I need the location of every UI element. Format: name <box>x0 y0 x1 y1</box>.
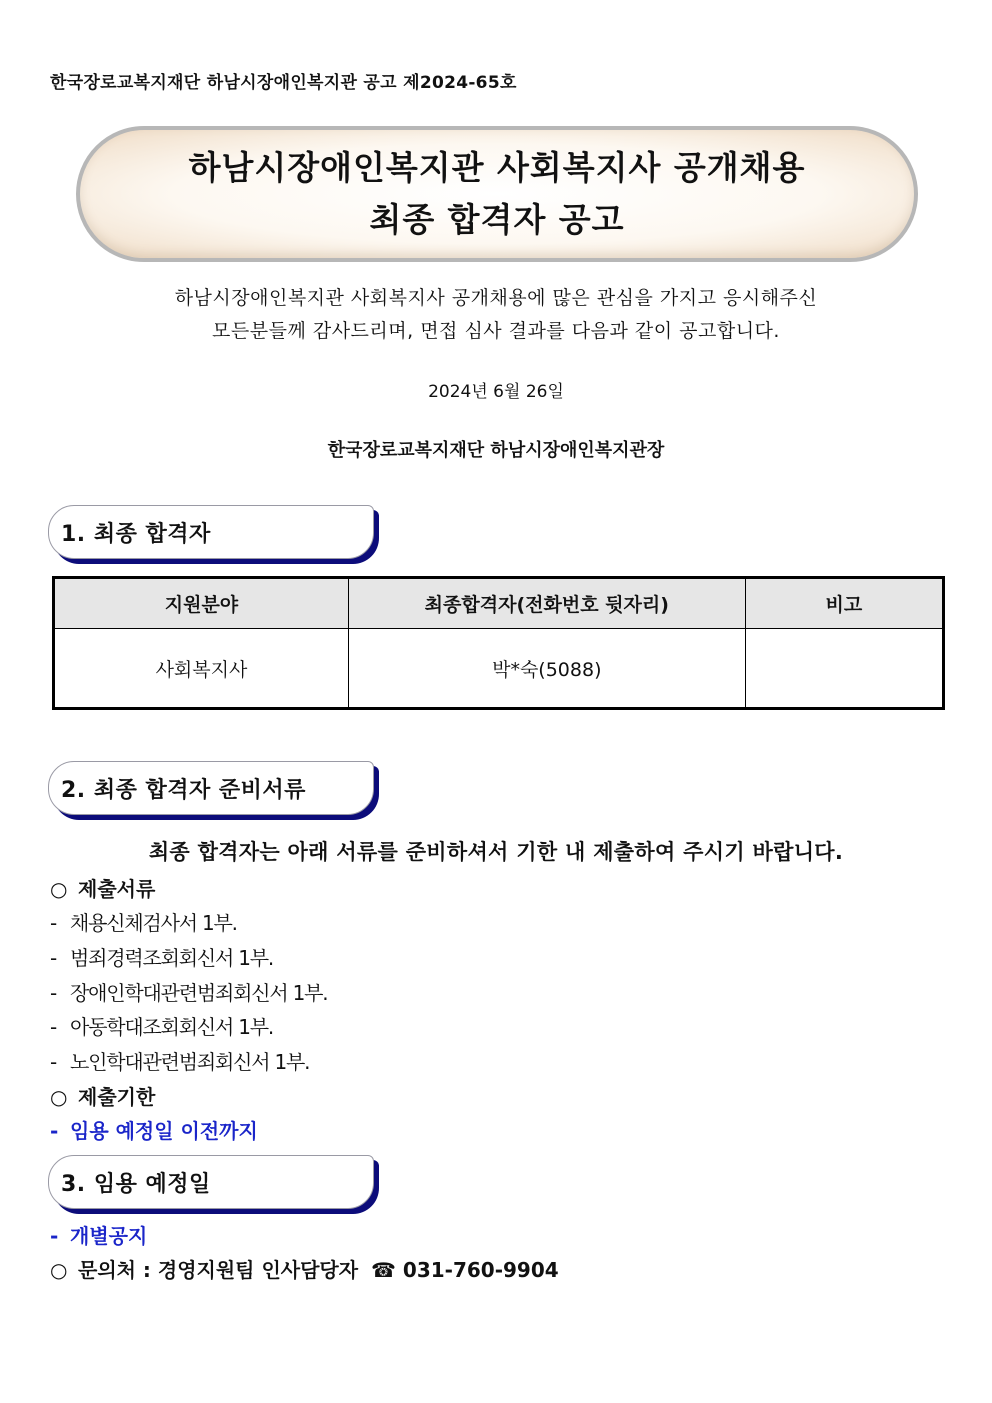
table-cell-field: 사회복지사 <box>54 629 349 709</box>
intro-line-1: 하남시장애인복지관 사회복지사 공개채용에 많은 관심을 가지고 응시해주신 <box>174 287 818 309</box>
final-result-table <box>52 576 945 710</box>
list-item <box>50 942 273 971</box>
documents-label: 제출서류 <box>78 877 156 901</box>
document-item: 장애인학대관련범죄회신서 1부. <box>70 981 328 1005</box>
appointment-date-row <box>50 1220 147 1249</box>
announcement-date: 2024년 6월 26일 <box>428 382 564 402</box>
deadline-value: 임용 예정일 이전까지 <box>70 1119 258 1143</box>
contact-label: 문의처 : 경영지원팀 인사담당자 <box>78 1258 359 1282</box>
contact-phone: 031-760-9904 <box>402 1258 559 1282</box>
documents-label-row <box>50 873 155 902</box>
section-1-heading-text: 1. 최종 합격자 <box>61 521 211 547</box>
title-line-2: 최종 합격자 공고 <box>369 200 625 239</box>
table-cell-candidate: 박*숙(5088) <box>348 629 745 709</box>
list-item <box>50 977 327 1006</box>
deadline-label: 제출기한 <box>78 1085 156 1109</box>
list-item <box>50 1011 273 1040</box>
circle-bullet-icon: ○ <box>50 877 68 901</box>
document-item: 범죄경력조회회신서 1부. <box>70 946 274 970</box>
notice-number: 한국장로교복지재단 하남시장애인복지관 공고 제2024-65호 <box>50 73 517 93</box>
dash-bullet: - <box>50 1119 59 1143</box>
title-line-1: 하남시장애인복지관 사회복지사 공개채용 <box>188 148 806 187</box>
appointment-date-value: 개별공지 <box>70 1224 148 1248</box>
table-cell-note <box>745 629 943 709</box>
deadline-label-row <box>50 1081 155 1110</box>
document-item: 채용신체검사서 1부. <box>70 911 237 935</box>
documents-instruction: 최종 합격자는 아래 서류를 준비하셔서 기한 내 제출하여 주시기 바랍니다. <box>148 840 844 864</box>
section-2-heading-text: 2. 최종 합격자 준비서류 <box>61 777 306 803</box>
table-header-cell: 비고 <box>745 578 943 629</box>
list-item <box>50 907 237 936</box>
intro-line-2: 모든분들께 감사드리며, 면접 심사 결과를 다음과 같이 공고합니다. <box>212 320 780 342</box>
document-item: 노인학대관련범죄회신서 1부. <box>70 1050 310 1074</box>
title-banner <box>76 126 918 262</box>
table-header-row <box>54 578 944 629</box>
circle-bullet-icon: ○ <box>50 1085 68 1109</box>
dash-bullet: - <box>50 1224 59 1248</box>
issuer: 한국장로교복지재단 하남시장애인복지관장 <box>327 440 665 461</box>
section-2-heading <box>48 761 374 815</box>
table-row <box>54 629 944 709</box>
phone-icon: ☎ <box>371 1258 396 1282</box>
section-3-heading-text: 3. 임용 예정일 <box>61 1171 211 1197</box>
table-header-cell: 최종합격자(전화번호 뒷자리) <box>348 578 745 629</box>
deadline-row <box>50 1115 258 1144</box>
dash-bullet: - <box>50 1015 57 1039</box>
list-item <box>50 1046 309 1075</box>
circle-bullet-icon: ○ <box>50 1258 68 1282</box>
section-3-heading <box>48 1155 374 1209</box>
table-header-cell: 지원분야 <box>54 578 349 629</box>
dash-bullet: - <box>50 1050 57 1074</box>
dash-bullet: - <box>50 946 57 970</box>
dash-bullet: - <box>50 981 57 1005</box>
dash-bullet: - <box>50 911 57 935</box>
contact-row <box>50 1254 559 1283</box>
document-item: 아동학대조회회신서 1부. <box>70 1015 274 1039</box>
section-1-heading <box>48 505 374 559</box>
